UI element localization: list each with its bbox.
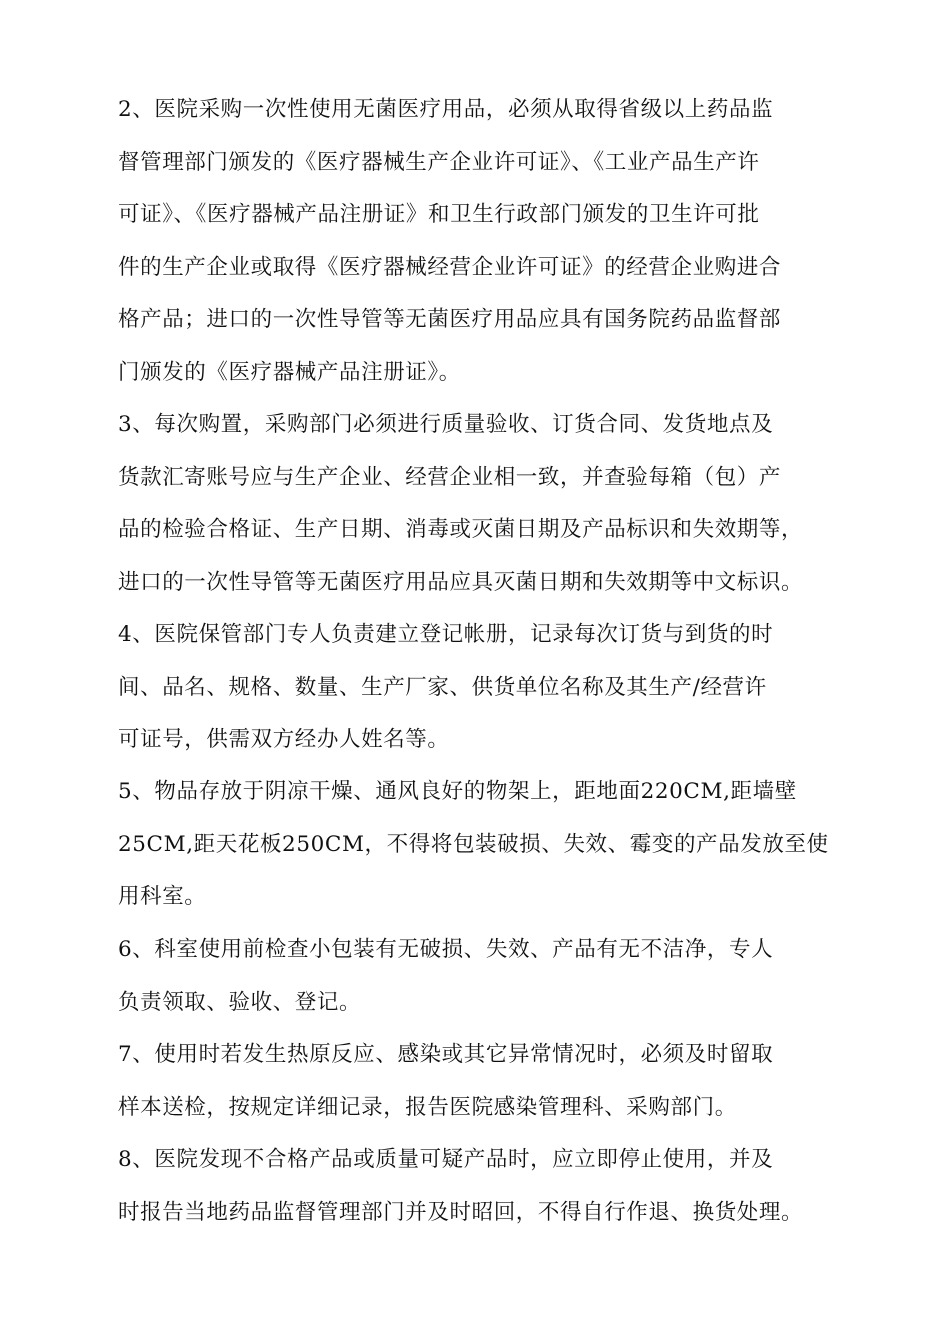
text-line: 品的检验合格证、生产日期、消毒或灭菌日期及产品标识和失效期等， [118,517,804,542]
text-line: 门颁发的《医疗器械产品注册证》。 [118,359,461,385]
text-line: 件的生产企业或取得《医疗器械经营企业许可证》的经营企业购进合 [118,254,782,280]
paragraph-item-8 [118,1134,878,1239]
text-line: 4、医院保管部门专人负责建立登记帐册，记录每次订货与到货的时 [118,622,774,647]
text-line: 6、科室使用前检查小包装有无破损、失效、产品有无不洁净，专人 [118,937,774,962]
paragraph-item-2 [118,84,878,399]
text-line: 3、每次购置，采购部门必须进行质量验收、订货合同、发货地点及 [118,412,774,437]
text-line: 25CM,距天花板250CM，不得将包装破损、失效、霉变的产品发放至使 [118,831,829,857]
paragraph-item-4 [118,609,878,767]
text-line: 格产品；进口的一次性导管等无菌医疗用品应具有国务院药品监督部 [118,307,782,332]
text-line: 督管理部门颁发的《医疗器械生产企业许可证》、《工业产品生产许 [118,149,760,175]
text-line: 8、医院发现不合格产品或质量可疑产品时，应立即停止使用，并及 [118,1147,774,1172]
text-line: 时报告当地药品监督管理部门并及时昭回，不得自行作退、换货处理。 [118,1199,804,1225]
text-line: 7、使用时若发生热原反应、感染或其它异常情况时，必须及时留取 [118,1042,774,1067]
text-line: 可证号，供需双方经办人姓名等。 [118,727,450,752]
text-line: 间、品名、规格、数量、生产厂家、供货单位名称及其生产/经营许 [118,674,767,700]
paragraph-item-3 [118,399,878,609]
text-line: 2、医院采购一次性使用无菌医疗用品，必须从取得省级以上药品监 [118,97,774,122]
text-line: 货款汇寄账号应与生产企业、经营企业相一致，并查验每箱（包）产 [118,464,782,490]
paragraph-item-5 [118,766,878,924]
text-line: 5、物品存放于阴凉干燥、通风良好的物架上，距地面220CM,距墙壁 [118,779,797,804]
text-line: 用科室。 [118,884,207,909]
text-line: 进口的一次性导管等无菌医疗用品应具灭菌日期和失效期等中文标识。 [118,569,804,595]
text-line: 样本送检，按规定详细记录，报告医院感染管理科、采购部门。 [118,1094,737,1120]
paragraph-item-6 [118,924,878,1029]
paragraph-item-7 [118,1029,878,1134]
text-line: 负责领取、验收、登记。 [118,989,362,1015]
text-line: 可证》、《医疗器械产品注册证》和卫生行政部门颁发的卫生许可批 [118,202,760,227]
